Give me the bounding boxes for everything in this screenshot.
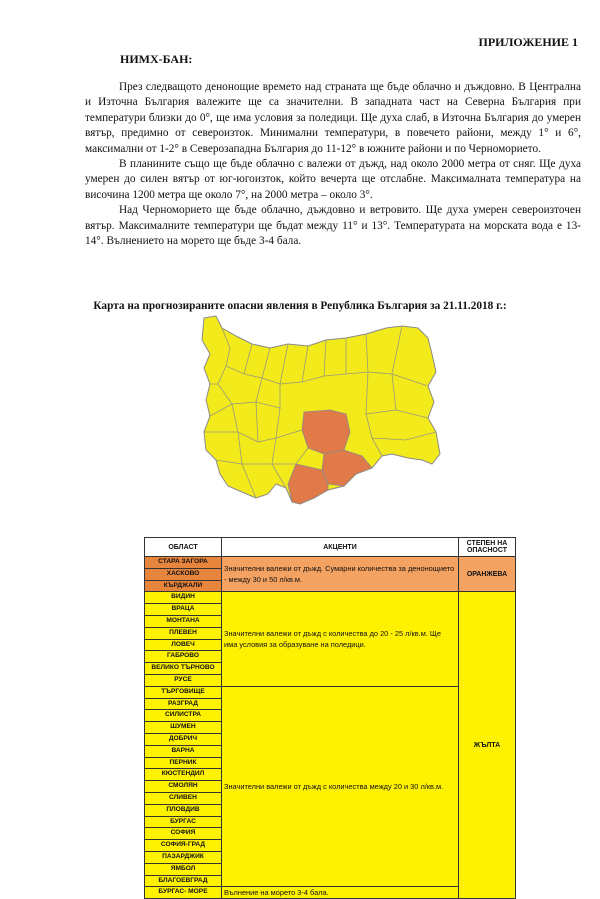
level-cell: ЖЪЛТА xyxy=(459,592,516,899)
region-cell: ПЛЕВЕН xyxy=(145,627,222,639)
region-cell: СОФИЯ xyxy=(145,828,222,840)
region-cell: РАЗГРАД xyxy=(145,698,222,710)
accent-cell: Значителни валежи от дъжд с количества между 20 и 30 л/кв.м. xyxy=(222,686,459,887)
region-cell: БЛАГОЕВГРАД xyxy=(145,875,222,887)
region-cell: ПЛОВДИВ xyxy=(145,804,222,816)
bulgaria-warning-map xyxy=(196,314,449,514)
region-cell: СТАРА ЗАГОРА xyxy=(145,557,222,569)
region-cell: МОНТАНА xyxy=(145,615,222,627)
region-cell: ХАСКОВО xyxy=(145,568,222,580)
region-cell: БУРГАС xyxy=(145,816,222,828)
map-title: Карта на прогнозираните опасни явления в Република България за 21.11.2018 г.: xyxy=(93,300,507,312)
warning-table xyxy=(144,537,516,899)
forecast-paragraph: В планините също ще бъде облачно с валежи от дъжд, над около 2000 метра от сняг. Ще духа умерен до силен вятър от юг-югоизток, който вечерта ще отслабне. Максималната температура на височина 1200 метра ще около 7°, на 2000 метра – около 3°. xyxy=(85,158,581,201)
header-accents: АКЦЕНТИ xyxy=(222,538,459,557)
region-cell: ЛОВЕЧ xyxy=(145,639,222,651)
region-cell: ДОБРИЧ xyxy=(145,733,222,745)
level-cell: ОРАНЖЕВА xyxy=(459,557,516,592)
region-cell: ЯМБОЛ xyxy=(145,863,222,875)
appendix-label: ПРИЛОЖЕНИЕ 1 xyxy=(478,35,578,49)
region-cell: ВАРНА xyxy=(145,745,222,757)
region-cell: ВЕЛИКО ТЪРНОВО xyxy=(145,663,222,675)
map-region-kardzhali xyxy=(288,464,328,504)
table-header-row xyxy=(145,538,516,557)
map-region-stara-zagora xyxy=(302,410,350,454)
region-cell: ПАЗАРДЖИК xyxy=(145,851,222,863)
region-cell: ГАБРОВО xyxy=(145,651,222,663)
region-cell: ВРАЦА xyxy=(145,604,222,616)
region-cell: КЪРДЖАЛИ xyxy=(145,580,222,592)
accent-cell: Значителни валежи от дъжд с количества до 20 - 25 л/кв.м. Ще има условия за образуване на поледици. xyxy=(222,592,459,686)
header-region: ОБЛАСТ xyxy=(145,538,222,557)
region-cell: БУРГАС- МОРЕ xyxy=(145,887,222,899)
table-row xyxy=(145,557,516,569)
region-cell: СИЛИСТРА xyxy=(145,710,222,722)
organization-label: НИМХ-БАН: xyxy=(120,52,193,66)
region-cell: ТЪРГОВИЩЕ xyxy=(145,686,222,698)
forecast-paragraph: През следващото денонощие времето над страната ще бъде облачно и дъждовно. В Централна и Източна България валежите ще са значителни. В западната част на Северна България при температури близки до 0°, ще има условия за поледици. Ще духа слаб, в Източна България до умерен вятър, предимно от североизток. Минимални температури, в повечето райони, между 1° и 6°, максимални от 1-2° в Северозападна България до 11-12° в южните райони и по Черноморието. xyxy=(85,81,581,155)
forecast-text xyxy=(85,80,581,249)
region-cell: ВИДИН xyxy=(145,592,222,604)
accent-cell: Значителни валежи от дъжд. Сумарни количества за денонощието - между 30 и 50 л/кв.м. xyxy=(222,557,459,592)
table-row xyxy=(145,592,516,604)
accent-cell: Вълнение на морето 3-4 бала. xyxy=(222,887,459,899)
region-cell: СОФИЯ-ГРАД xyxy=(145,840,222,852)
forecast-paragraph: Над Черноморието ще бъде облачно, дъждовно и ветровито. Ще духа умерен североизточен вятър. Максималните температури ще бъдат между 11° и 13°. Температурата на морската вода е 13-14°. Вълнението на морето ще бъде 3-4 бала. xyxy=(85,204,581,248)
region-cell: СЛИВЕН xyxy=(145,792,222,804)
region-cell: ПЕРНИК xyxy=(145,757,222,769)
region-cell: ШУМЕН xyxy=(145,722,222,734)
header-level: СТЕПЕН НА ОПАСНОСТ xyxy=(459,538,516,557)
region-cell: КЮСТЕНДИЛ xyxy=(145,769,222,781)
region-cell: СМОЛЯН xyxy=(145,781,222,793)
region-cell: РУСЕ xyxy=(145,674,222,686)
